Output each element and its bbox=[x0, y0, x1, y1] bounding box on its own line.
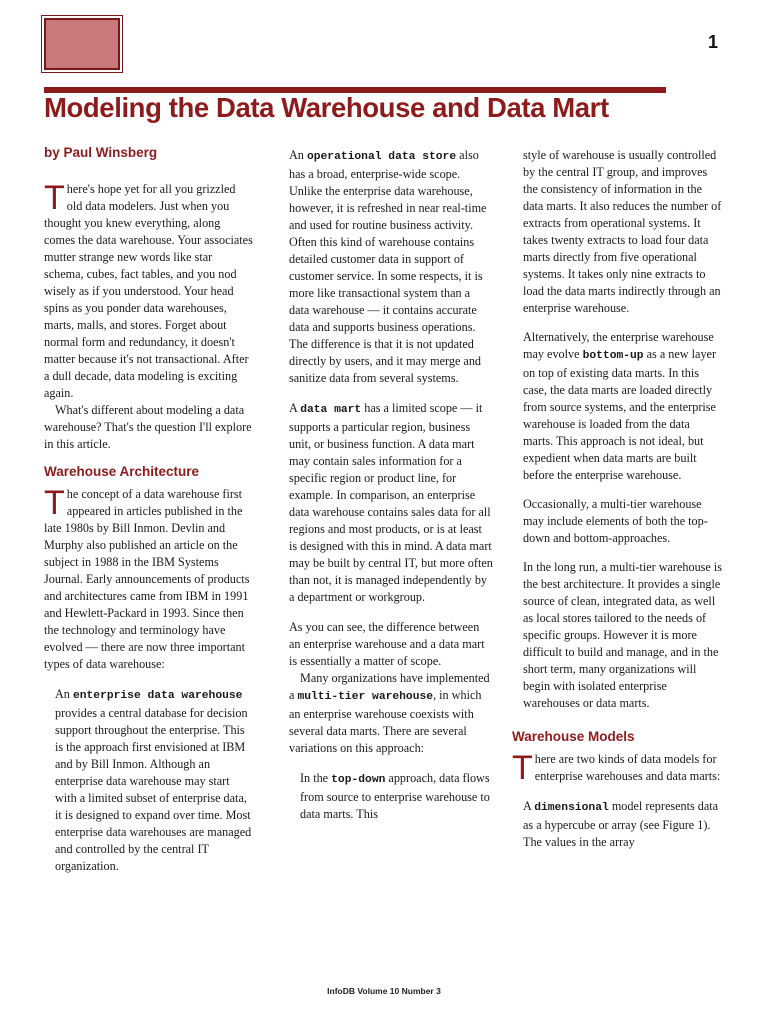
heading-warehouse-architecture: Warehouse Architecture bbox=[44, 464, 200, 479]
drop-cap: T bbox=[44, 484, 65, 522]
long-run-paragraph: In the long run, a multi-tier warehouse is the best architecture. It provides a single source of clean, integrated data, as well as local stores tailored to the needs of specific groups. However it is more difficult to build and manage, and in the short term, many organizations will begin with isolated enterprise warehouses or data marts. bbox=[523, 560, 723, 710]
architecture-paragraph: The concept of a data warehouse first appeared in articles published in the late 1980s by Bill Inmon. Devlin and Murphy also published an article on the subject in 1988 in the IBM Systems Journal. Early announcements of products and architectures came from IBM in 1991 and Hewlett-Packard in 1993. Since then the technology and terminology have evolved — there are now three important types of data warehouse: bbox=[44, 484, 250, 671]
column-2 bbox=[289, 147, 493, 835]
logo-box bbox=[44, 18, 120, 70]
multi-tier-paragraph: Many organizations have implemented a multi-tier warehouse, in which an enterprise warehouse coexists with several data marts. There are several variations on this approach: bbox=[289, 671, 490, 755]
byline: by Paul Winsberg bbox=[44, 145, 158, 160]
footer-publication: InfoDB Volume 10 Number 3 bbox=[327, 986, 441, 996]
article-title: Modeling the Data Warehouse and Data Mart bbox=[44, 92, 609, 123]
drop-cap: T bbox=[512, 749, 533, 787]
dimensional-paragraph: A dimensional model represents data as a hypercube or array (see Figure 1). The values in the array bbox=[523, 799, 719, 849]
intro-paragraph-2: What's different about modeling a data warehouse? That's the question I'll explore in this article. bbox=[44, 403, 252, 451]
top-down-paragraph: In the top-down approach, data flows from source to enterprise warehouse to data marts. This bbox=[300, 771, 490, 821]
intro-paragraph: There's hope yet for all you grizzled old data modelers. Just when you thought you knew everything, along comes the data warehouse. Your associates mutter strange new words like star schema, cubes, fact tables, and you nod wisely as if you understood. Your head spins as you ponder data warehouses, marts, malls, and stores. Forget about normal form and redundancy, it doesn't matter because it's not transactional. After a dull decade, data modeling is exciting again. bbox=[44, 179, 253, 400]
heading-warehouse-models: Warehouse Models bbox=[512, 729, 635, 744]
column-3 bbox=[512, 147, 722, 863]
enterprise-warehouse-paragraph: An enterprise data warehouse provides a central database for decision support throughout the enterprise. This is the approach first envisioned at IBM and by Bill Inmon. Although an enterprise data warehouse may start with a limited subset of enterprise data, it is designed to expand over time. Most enterprise data warehouses are managed and controlled by the central IT organization. bbox=[55, 687, 252, 873]
models-paragraph: There are two kinds of data models for enterprise warehouses and data marts: bbox=[512, 749, 721, 787]
column-1 bbox=[44, 181, 254, 887]
page-number: 1 bbox=[708, 32, 719, 52]
drop-cap: T bbox=[44, 179, 65, 217]
bottom-up-paragraph: Alternatively, the enterprise warehouse may evolve bottom-up as a new layer on top of existing data marts. In this case, the data marts are loaded directly from source systems, and the enterprise warehouse is loaded from the data marts. This approach is not ideal, but expedient when data marts are built before the enterprise warehouse. bbox=[523, 330, 717, 482]
ods-paragraph: An operational data store also has a broad, enterprise-wide scope. Unlike the enterprise data warehouse, however, it is refreshed in near real-time and used for routine business activity. Often this kind of warehouse contains detailed customer data in support of customer service. In some respects, it is more like transactional system than a data warehouse — it contains accurate data and supports business operations. The difference is that it is not updated directly by users, and it may merge and sanitize data from several systems. bbox=[289, 148, 487, 385]
top-down-continued: style of warehouse is usually controlled by the central IT group, and improves the consistency of information in the data marts. It also reduces the number of extracts from operational systems. It takes twenty extracts to load four data marts directly from five operational systems. It takes only nine extracts to load the data marts indirectly through an enterprise warehouse. bbox=[523, 148, 722, 315]
occasionally-paragraph: Occasionally, a multi-tier warehouse may include elements of both the top-down and bottom-approaches. bbox=[523, 497, 708, 545]
data-mart-paragraph: A data mart has a limited scope — it supports a particular region, business unit, or business function. A data mart may contain sales information for a specific region or product line, for example. In comparison, an enterprise data warehouse contains sales data for all regions and most products, or is at least is designed with this in mind. A data mart may be built by central IT, but more often than not, it is managed independently by a department or workgroup. bbox=[289, 401, 493, 604]
difference-paragraph: As you can see, the difference between an enterprise warehouse and a data mart is essentially a matter of scope. bbox=[289, 620, 485, 668]
